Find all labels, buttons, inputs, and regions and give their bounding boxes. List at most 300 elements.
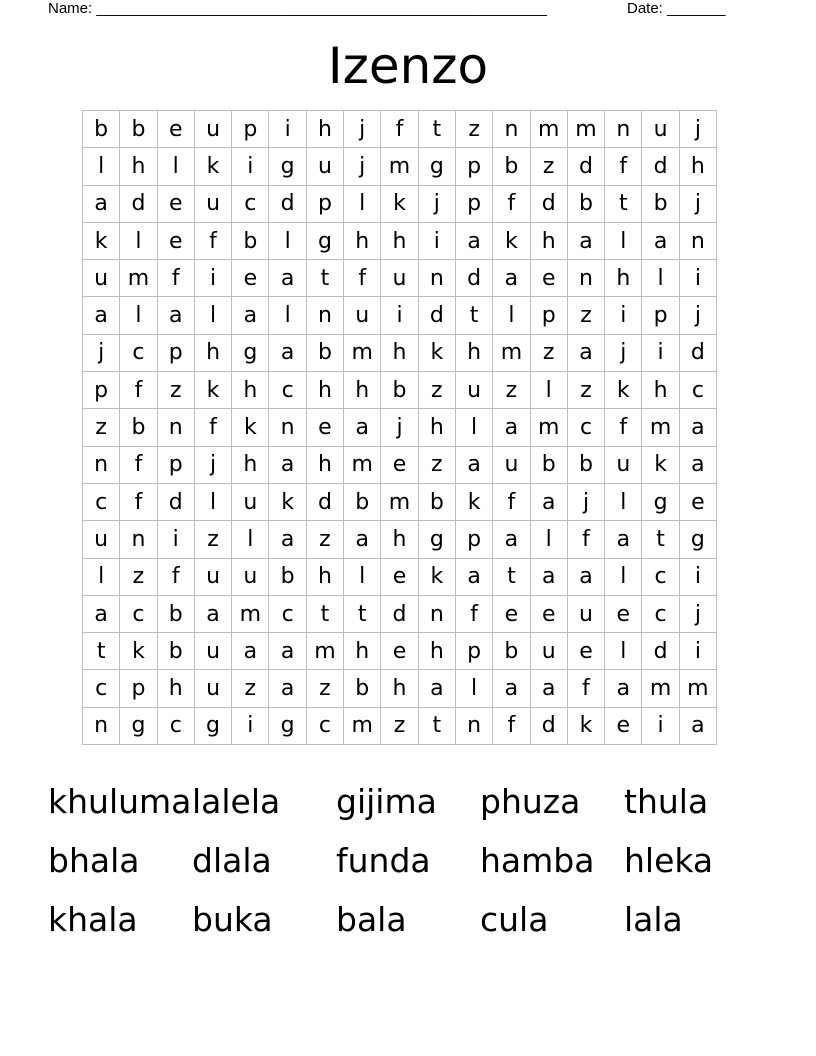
grid-cell[interactable]: p	[455, 185, 492, 222]
grid-cell[interactable]: u	[232, 483, 269, 520]
grid-cell[interactable]: d	[306, 483, 343, 520]
grid-cell[interactable]: b	[344, 483, 381, 520]
grid-cell[interactable]: a	[605, 521, 642, 558]
grid-cell[interactable]: j	[679, 111, 716, 148]
grid-cell[interactable]: d	[530, 185, 567, 222]
grid-cell[interactable]: a	[493, 260, 530, 297]
grid-cell[interactable]: i	[194, 260, 231, 297]
grid-cell[interactable]: g	[642, 483, 679, 520]
grid-cell[interactable]: b	[493, 633, 530, 670]
grid-cell[interactable]: g	[418, 521, 455, 558]
grid-cell[interactable]: f	[567, 670, 604, 707]
grid-cell[interactable]: p	[232, 111, 269, 148]
word-list-item: dlala	[192, 841, 272, 880]
grid-cell[interactable]: k	[194, 148, 231, 185]
grid-cell[interactable]: z	[83, 409, 120, 446]
grid-cell[interactable]: d	[381, 595, 418, 632]
grid-cell[interactable]: c	[269, 595, 306, 632]
grid-cell[interactable]: a	[344, 521, 381, 558]
grid-cell[interactable]: h	[679, 148, 716, 185]
grid-cell[interactable]: b	[120, 111, 157, 148]
grid-cell[interactable]: a	[455, 446, 492, 483]
grid-cell[interactable]: e	[306, 409, 343, 446]
grid-cell[interactable]: n	[83, 707, 120, 744]
grid-cell[interactable]: c	[232, 185, 269, 222]
grid-cell[interactable]: d	[269, 185, 306, 222]
grid-cell[interactable]: a	[679, 707, 716, 744]
grid-cell[interactable]: k	[642, 446, 679, 483]
grid-cell[interactable]: t	[344, 595, 381, 632]
grid-cell[interactable]: m	[642, 409, 679, 446]
grid-cell[interactable]: g	[232, 334, 269, 371]
grid-cell[interactable]: a	[232, 633, 269, 670]
grid-cell[interactable]: h	[306, 111, 343, 148]
grid-cell[interactable]: k	[83, 222, 120, 259]
grid-cell[interactable]: f	[194, 222, 231, 259]
grid-cell[interactable]: l	[344, 558, 381, 595]
grid-cell[interactable]: e	[530, 595, 567, 632]
grid-cell[interactable]: m	[530, 111, 567, 148]
grid-cell[interactable]: l	[530, 372, 567, 409]
grid-cell[interactable]: c	[679, 372, 716, 409]
grid-cell[interactable]: c	[157, 707, 194, 744]
grid-cell[interactable]: l	[605, 222, 642, 259]
grid-cell[interactable]: m	[530, 409, 567, 446]
grid-cell[interactable]: l	[642, 260, 679, 297]
grid-cell[interactable]: f	[157, 260, 194, 297]
grid-cell[interactable]: a	[679, 446, 716, 483]
grid-cell[interactable]: a	[493, 670, 530, 707]
grid-cell[interactable]: g	[679, 521, 716, 558]
grid-cell[interactable]: z	[194, 521, 231, 558]
grid-cell[interactable]: f	[455, 595, 492, 632]
grid-cell[interactable]: k	[605, 372, 642, 409]
grid-cell[interactable]: e	[530, 260, 567, 297]
grid-cell[interactable]: b	[567, 446, 604, 483]
grid-cell[interactable]: k	[381, 185, 418, 222]
grid-cell[interactable]: f	[344, 260, 381, 297]
grid-cell[interactable]: f	[605, 409, 642, 446]
grid-cell[interactable]: c	[83, 670, 120, 707]
grid-cell[interactable]: n	[567, 260, 604, 297]
grid-cell[interactable]: j	[679, 595, 716, 632]
grid-cell[interactable]: b	[232, 222, 269, 259]
grid-cell[interactable]: j	[605, 334, 642, 371]
grid-cell[interactable]: n	[83, 446, 120, 483]
grid-cell[interactable]: d	[530, 707, 567, 744]
grid-cell[interactable]: u	[194, 111, 231, 148]
grid-cell[interactable]: b	[344, 670, 381, 707]
grid-cell[interactable]: e	[605, 707, 642, 744]
grid-cell[interactable]: a	[567, 222, 604, 259]
grid-cell[interactable]: c	[306, 707, 343, 744]
grid-cell[interactable]: h	[120, 148, 157, 185]
grid-cell[interactable]: h	[418, 409, 455, 446]
grid-cell[interactable]: u	[381, 260, 418, 297]
grid-cell[interactable]: h	[381, 670, 418, 707]
grid-cell[interactable]: f	[493, 185, 530, 222]
grid-cell[interactable]: a	[83, 595, 120, 632]
grid-cell[interactable]: h	[344, 372, 381, 409]
grid-cell[interactable]: b	[157, 633, 194, 670]
grid-row	[83, 222, 717, 259]
grid-cell[interactable]: e	[381, 558, 418, 595]
grid-cell[interactable]: a	[605, 670, 642, 707]
grid-cell[interactable]: e	[157, 111, 194, 148]
grid-cell[interactable]: z	[530, 148, 567, 185]
grid-cell[interactable]: i	[605, 297, 642, 334]
grid-cell[interactable]: b	[157, 595, 194, 632]
grid-cell[interactable]: d	[642, 148, 679, 185]
grid-cell[interactable]: e	[493, 595, 530, 632]
grid-cell[interactable]: b	[418, 483, 455, 520]
grid-cell[interactable]: m	[344, 334, 381, 371]
grid-cell[interactable]: e	[157, 222, 194, 259]
grid-cell[interactable]: h	[642, 372, 679, 409]
grid-cell[interactable]: k	[493, 222, 530, 259]
grid-cell[interactable]: j	[418, 185, 455, 222]
grid-cell[interactable]: m	[567, 111, 604, 148]
grid-cell[interactable]: n	[679, 222, 716, 259]
grid-cell[interactable]: k	[269, 483, 306, 520]
grid-cell[interactable]: t	[605, 185, 642, 222]
grid-cell[interactable]: z	[232, 670, 269, 707]
grid-cell[interactable]: k	[232, 409, 269, 446]
grid-cell[interactable]: z	[157, 372, 194, 409]
grid-cell[interactable]: a	[269, 670, 306, 707]
grid-cell[interactable]: e	[381, 446, 418, 483]
grid-cell[interactable]: t	[418, 707, 455, 744]
grid-cell[interactable]: l	[157, 148, 194, 185]
grid-cell[interactable]: p	[157, 446, 194, 483]
grid-cell[interactable]: k	[120, 633, 157, 670]
grid-cell[interactable]: t	[493, 558, 530, 595]
grid-cell[interactable]: l	[120, 222, 157, 259]
grid-cell[interactable]: d	[418, 297, 455, 334]
grid-cell[interactable]: g	[269, 148, 306, 185]
grid-cell[interactable]: h	[418, 633, 455, 670]
grid-cell[interactable]: u	[83, 521, 120, 558]
grid-cell[interactable]: m	[344, 446, 381, 483]
grid-cell[interactable]: h	[455, 334, 492, 371]
grid-cell[interactable]: j	[194, 446, 231, 483]
word-list	[48, 780, 768, 957]
grid-cell[interactable]: f	[605, 148, 642, 185]
grid-cell[interactable]: h	[306, 558, 343, 595]
grid-cell[interactable]: a	[567, 558, 604, 595]
grid-cell[interactable]: h	[344, 633, 381, 670]
grid-cell[interactable]: n	[120, 521, 157, 558]
grid-cell[interactable]: l	[344, 185, 381, 222]
word-list-item: thula	[624, 782, 709, 821]
grid-cell[interactable]: l	[605, 483, 642, 520]
grid-cell[interactable]: c	[269, 372, 306, 409]
grid-cell[interactable]: p	[83, 372, 120, 409]
grid-cell[interactable]: z	[306, 521, 343, 558]
grid-cell[interactable]: b	[381, 372, 418, 409]
grid-cell[interactable]: f	[493, 707, 530, 744]
grid-cell[interactable]: d	[455, 260, 492, 297]
grid-cell[interactable]: f	[120, 483, 157, 520]
grid-cell[interactable]: i	[157, 521, 194, 558]
grid-cell[interactable]: a	[232, 297, 269, 334]
grid-cell[interactable]: n	[605, 111, 642, 148]
grid-cell[interactable]: z	[493, 372, 530, 409]
grid-cell[interactable]: h	[381, 334, 418, 371]
name-field[interactable]: Name: ______________________________________________________	[48, 0, 547, 17]
grid-cell[interactable]: h	[530, 222, 567, 259]
grid-cell[interactable]: k	[194, 372, 231, 409]
grid-cell[interactable]: e	[567, 633, 604, 670]
word-list-item: khala	[48, 900, 138, 939]
grid-cell[interactable]: n	[157, 409, 194, 446]
grid-cell[interactable]: l	[455, 409, 492, 446]
grid-cell[interactable]: p	[530, 297, 567, 334]
grid-cell[interactable]: c	[83, 483, 120, 520]
grid-cell[interactable]: i	[418, 222, 455, 259]
grid-cell[interactable]: u	[455, 372, 492, 409]
grid-cell[interactable]: u	[642, 111, 679, 148]
grid-cell[interactable]: a	[530, 670, 567, 707]
grid-cell[interactable]: u	[194, 670, 231, 707]
grid-cell[interactable]: l	[530, 521, 567, 558]
grid-cell[interactable]: u	[194, 633, 231, 670]
grid-cell[interactable]: j	[679, 185, 716, 222]
grid-cell[interactable]: z	[306, 670, 343, 707]
grid-cell[interactable]: g	[120, 707, 157, 744]
grid-cell[interactable]: u	[493, 446, 530, 483]
date-field[interactable]: Date: _______	[627, 0, 726, 17]
grid-cell[interactable]: j	[83, 334, 120, 371]
grid-cell[interactable]: a	[269, 334, 306, 371]
grid-cell[interactable]: d	[642, 633, 679, 670]
grid-cell[interactable]: n	[455, 707, 492, 744]
grid-cell[interactable]: f	[567, 521, 604, 558]
grid-cell[interactable]: a	[418, 670, 455, 707]
grid-cell[interactable]: j	[344, 148, 381, 185]
grid-cell[interactable]: p	[642, 297, 679, 334]
grid-cell[interactable]: a	[679, 409, 716, 446]
grid-cell[interactable]: k	[418, 334, 455, 371]
grid-cell[interactable]: f	[120, 372, 157, 409]
grid-cell[interactable]: l	[493, 297, 530, 334]
grid-cell[interactable]: a	[157, 297, 194, 334]
grid-cell[interactable]: u	[530, 633, 567, 670]
grid-cell[interactable]: t	[418, 111, 455, 148]
grid-cell[interactable]: n	[269, 409, 306, 446]
grid-cell[interactable]: z	[418, 446, 455, 483]
grid-cell[interactable]: p	[455, 633, 492, 670]
grid-cell[interactable]: n	[418, 595, 455, 632]
grid-cell[interactable]: t	[83, 633, 120, 670]
grid-cell[interactable]: u	[194, 185, 231, 222]
grid-cell[interactable]: a	[269, 446, 306, 483]
grid-cell[interactable]: u	[194, 558, 231, 595]
grid-cell[interactable]: m	[381, 148, 418, 185]
grid-cell[interactable]: h	[157, 670, 194, 707]
grid-cell[interactable]: u	[232, 558, 269, 595]
grid-cell[interactable]: a	[269, 260, 306, 297]
grid-cell[interactable]: b	[642, 185, 679, 222]
grid-cell[interactable]: l	[269, 297, 306, 334]
grid-cell[interactable]: b	[306, 334, 343, 371]
grid-cell[interactable]: c	[567, 409, 604, 446]
grid-cell[interactable]: h	[381, 222, 418, 259]
grid-cell[interactable]: a	[83, 185, 120, 222]
grid-cell[interactable]: g	[306, 222, 343, 259]
grid-cell[interactable]: z	[567, 372, 604, 409]
grid-cell[interactable]: l	[194, 483, 231, 520]
grid-cell[interactable]: b	[493, 148, 530, 185]
grid-cell[interactable]: e	[157, 185, 194, 222]
grid-cell[interactable]: d	[679, 334, 716, 371]
grid-cell[interactable]: z	[455, 111, 492, 148]
word-list-item: khuluma	[48, 782, 192, 821]
grid-cell[interactable]: u	[83, 260, 120, 297]
grid-cell[interactable]: p	[306, 185, 343, 222]
grid-cell[interactable]: h	[232, 372, 269, 409]
grid-cell[interactable]: a	[455, 558, 492, 595]
grid-cell[interactable]: f	[493, 483, 530, 520]
grid-cell[interactable]: m	[306, 633, 343, 670]
grid-cell[interactable]: i	[232, 707, 269, 744]
grid-cell[interactable]: k	[567, 707, 604, 744]
grid-cell[interactable]: e	[381, 633, 418, 670]
grid-cell[interactable]: a	[269, 521, 306, 558]
grid-cell[interactable]: z	[381, 707, 418, 744]
grid-cell[interactable]: c	[642, 595, 679, 632]
grid-cell[interactable]: a	[530, 483, 567, 520]
grid-cell[interactable]: a	[493, 409, 530, 446]
grid-cell[interactable]: l	[194, 297, 231, 334]
grid-cell[interactable]: c	[642, 558, 679, 595]
grid-cell[interactable]: u	[567, 595, 604, 632]
grid-cell[interactable]: l	[83, 148, 120, 185]
grid-cell[interactable]: z	[530, 334, 567, 371]
grid-cell[interactable]: m	[642, 670, 679, 707]
grid-cell[interactable]: h	[306, 446, 343, 483]
grid-cell[interactable]: l	[455, 670, 492, 707]
grid-cell[interactable]: l	[120, 297, 157, 334]
grid-cell[interactable]: h	[232, 446, 269, 483]
grid-cell[interactable]: z	[567, 297, 604, 334]
grid-cell[interactable]: g	[418, 148, 455, 185]
grid-cell[interactable]: j	[567, 483, 604, 520]
grid-cell[interactable]: m	[232, 595, 269, 632]
grid-cell[interactable]: i	[642, 707, 679, 744]
grid-cell[interactable]: h	[605, 260, 642, 297]
grid-cell[interactable]: l	[83, 558, 120, 595]
grid-cell[interactable]: i	[381, 297, 418, 334]
grid-cell[interactable]: p	[120, 670, 157, 707]
grid-cell[interactable]: c	[120, 334, 157, 371]
grid-cell[interactable]: u	[306, 148, 343, 185]
word-list-row	[48, 839, 768, 898]
grid-cell[interactable]: a	[530, 558, 567, 595]
grid-cell[interactable]: t	[306, 260, 343, 297]
grid-cell[interactable]: i	[679, 558, 716, 595]
grid-cell[interactable]: b	[83, 111, 120, 148]
grid-cell[interactable]: b	[120, 409, 157, 446]
grid-cell[interactable]: e	[605, 595, 642, 632]
grid-cell[interactable]: a	[344, 409, 381, 446]
grid-cell[interactable]: a	[83, 297, 120, 334]
grid-cell[interactable]: d	[157, 483, 194, 520]
grid-cell[interactable]: z	[418, 372, 455, 409]
grid-cell[interactable]: h	[381, 521, 418, 558]
grid-cell[interactable]: a	[642, 222, 679, 259]
grid-row	[83, 260, 717, 297]
grid-cell[interactable]: b	[269, 558, 306, 595]
grid-cell[interactable]: a	[493, 521, 530, 558]
grid-cell[interactable]: l	[605, 558, 642, 595]
grid-cell[interactable]: m	[679, 670, 716, 707]
grid-cell[interactable]: i	[232, 148, 269, 185]
grid-cell[interactable]: d	[567, 148, 604, 185]
grid-cell[interactable]: b	[567, 185, 604, 222]
grid-cell[interactable]: f	[120, 446, 157, 483]
grid-cell[interactable]: c	[120, 595, 157, 632]
grid-cell[interactable]: j	[679, 297, 716, 334]
grid-cell[interactable]: e	[679, 483, 716, 520]
grid-cell[interactable]: f	[381, 111, 418, 148]
grid-cell[interactable]: u	[605, 446, 642, 483]
grid-cell[interactable]: j	[381, 409, 418, 446]
grid-cell[interactable]: i	[679, 633, 716, 670]
grid-cell[interactable]: h	[344, 222, 381, 259]
grid-cell[interactable]: b	[530, 446, 567, 483]
grid-cell[interactable]: i	[679, 260, 716, 297]
grid-cell[interactable]: z	[120, 558, 157, 595]
grid-cell[interactable]: p	[455, 148, 492, 185]
grid-cell[interactable]: a	[567, 334, 604, 371]
grid-cell[interactable]: m	[381, 483, 418, 520]
grid-cell[interactable]: h	[306, 372, 343, 409]
grid-cell[interactable]: t	[455, 297, 492, 334]
grid-cell[interactable]: k	[418, 558, 455, 595]
grid-cell[interactable]: n	[418, 260, 455, 297]
grid-cell[interactable]: f	[194, 409, 231, 446]
grid-cell[interactable]: d	[120, 185, 157, 222]
grid-cell[interactable]: j	[344, 111, 381, 148]
grid-cell[interactable]: n	[493, 111, 530, 148]
grid-cell[interactable]: m	[120, 260, 157, 297]
grid-cell[interactable]: n	[306, 297, 343, 334]
word-list-item: cula	[480, 900, 549, 939]
grid-cell[interactable]: t	[306, 595, 343, 632]
grid-cell[interactable]: u	[344, 297, 381, 334]
grid-cell[interactable]: i	[642, 334, 679, 371]
grid-cell[interactable]: e	[232, 260, 269, 297]
grid-cell[interactable]: g	[269, 707, 306, 744]
grid-cell[interactable]: h	[194, 334, 231, 371]
grid-cell[interactable]: a	[269, 633, 306, 670]
grid-cell[interactable]: l	[269, 222, 306, 259]
grid-cell[interactable]: g	[194, 707, 231, 744]
grid-cell[interactable]: p	[455, 521, 492, 558]
grid-cell[interactable]: m	[344, 707, 381, 744]
grid-cell[interactable]: t	[642, 521, 679, 558]
grid-cell[interactable]: l	[605, 633, 642, 670]
grid-cell[interactable]: p	[157, 334, 194, 371]
grid-cell[interactable]: i	[269, 111, 306, 148]
grid-cell[interactable]: m	[493, 334, 530, 371]
grid-cell[interactable]: f	[157, 558, 194, 595]
grid-cell[interactable]: l	[232, 521, 269, 558]
grid-cell[interactable]: k	[455, 483, 492, 520]
grid-cell[interactable]: a	[455, 222, 492, 259]
grid-cell[interactable]: a	[194, 595, 231, 632]
